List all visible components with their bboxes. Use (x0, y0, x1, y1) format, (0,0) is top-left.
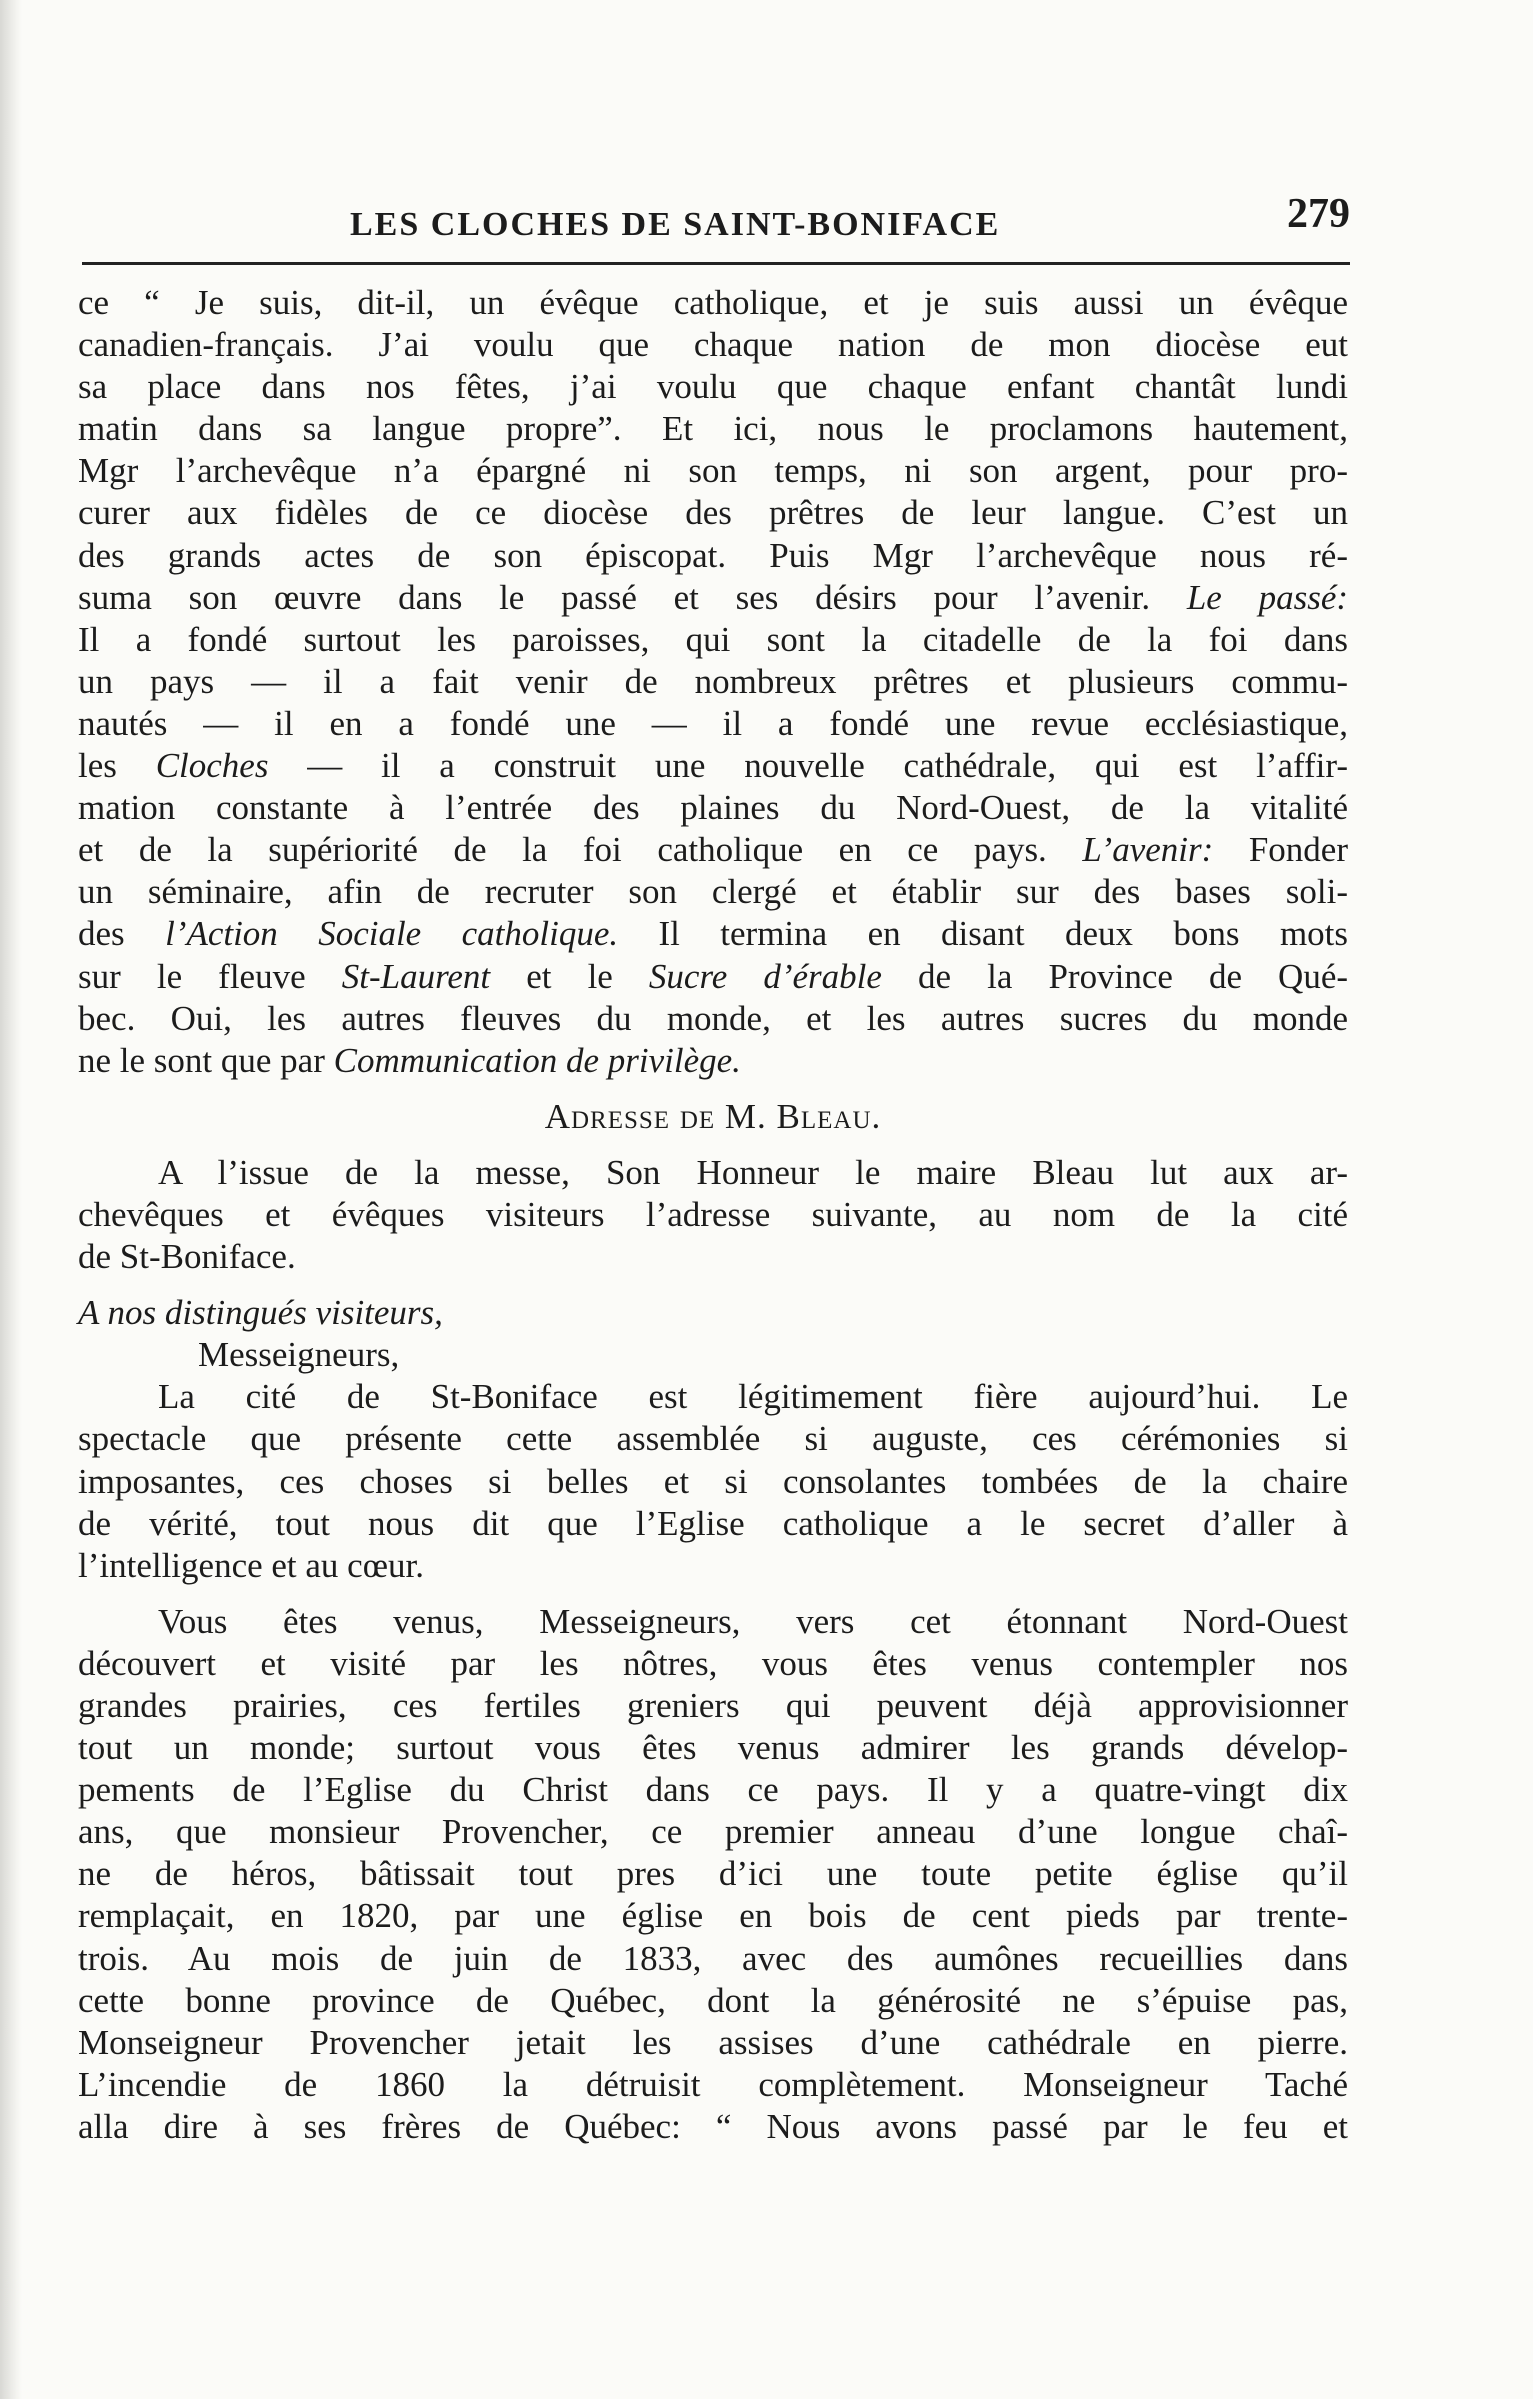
text-run: suma son œuvre dans le passé et ses désirs pour l’avenir. (78, 577, 1151, 617)
italic-run: St-Laurent (341, 956, 491, 996)
italic-run: L’avenir: (1082, 830, 1214, 870)
text-line: de St-Boniface. (78, 1237, 296, 1277)
text-run: ne le sont que par (78, 1040, 325, 1080)
text-line: cette bonne province de Québec, dont la générosité ne s’épuise pas, (78, 1980, 1348, 2020)
page-edge-shadow (0, 0, 22, 2399)
text-line (78, 829, 1348, 871)
text-line: un pays — il a fait venir de nombreux prêtres et plusieurs commu- (78, 661, 1348, 701)
text-run: et de la supériorité de la foi catholique en ce pays. (78, 830, 1047, 870)
text-line: découvert et visité par les nôtres, vous êtes venus contempler nos (78, 1643, 1348, 1683)
text-run: sur le fleuve (78, 956, 306, 996)
text-run: les (78, 746, 117, 786)
text-line: ne de héros, bâtissait tout pres d’ici une toute petite église qu’il (78, 1854, 1348, 1894)
text-line: Monseigneur Provencher jetait les assises d’une cathédrale en pierre. (78, 2022, 1348, 2062)
text-line: Mgr l’archevêque n’a épargné ni son temps, ni son argent, pour pro- (78, 451, 1348, 491)
text-line (78, 956, 1348, 998)
spacer (78, 1138, 1348, 1152)
text-line (78, 1040, 1348, 1082)
address-heading: A nos distingués visiteurs, (78, 1293, 443, 1333)
text-line: Il a fondé surtout les paroisses, qui sont la citadelle de la foi dans (78, 619, 1348, 659)
text-line: tout un monde; surtout vous êtes venus admirer les grands dévelop- (78, 1728, 1348, 1768)
text-run: de la Province de Qué- (918, 956, 1349, 996)
text-line: l’intelligence et au cœur. (78, 1545, 424, 1585)
spacer (78, 1082, 1348, 1096)
text-line (78, 745, 1348, 787)
running-head (80, 190, 1350, 250)
text-line: ans, que monsieur Provencher, ce premier anneau d’une longue chaî- (78, 1812, 1348, 1852)
text-line: mation constante à l’entrée des plaines du Nord-Ouest, de la vitalité (78, 788, 1348, 828)
body-text (78, 282, 1348, 2148)
text-line: canadien-français. J’ai voulu que chaque nation de mon diocèse eut (78, 325, 1348, 365)
text-line: imposantes, ces choses si belles et si consolantes tombées de la chaire (78, 1461, 1348, 1501)
text-line: L’incendie de 1860 la détruisit complètement. Monseigneur Taché (78, 2064, 1348, 2104)
italic-run: Communication de privilège. (333, 1040, 741, 1080)
text-run: Il termina en disant deux bons mots (658, 914, 1349, 954)
text-line: ce “ Je suis, dit-il, un évêque catholique, et je suis aussi un évêque (78, 283, 1348, 322)
text-line (78, 577, 1348, 619)
text-line: matin dans sa langue propre”. Et ici, nous le proclamons hautement, (78, 409, 1348, 449)
italic-run: Le passé: (1186, 577, 1349, 617)
text-line: nautés — il en a fondé une — il a fondé une revue ecclésiastique, (78, 703, 1348, 743)
text-line: sa place dans nos fêtes, j’ai voulu que chaque enfant chantât lundi (78, 367, 1348, 407)
italic-run: Sucre d’érable (648, 956, 882, 996)
text-line: Vous êtes venus, Messeigneurs, vers cet étonnant Nord-Ouest (158, 1601, 1348, 1641)
text-line: grandes prairies, ces fertiles greniers qui peuvent déjà approvisionner (78, 1686, 1348, 1725)
text-line: A l’issue de la messe, Son Honneur le maire Bleau lut aux ar- (158, 1152, 1348, 1192)
text-line: des grands actes de son épiscopat. Puis Mgr l’archevêque nous ré- (78, 535, 1348, 575)
italic-run: Cloches (155, 746, 269, 786)
text-run: des (78, 914, 125, 954)
text-run: — il a construit une nouvelle cathédrale, qui est l’affir- (307, 746, 1348, 786)
text-line: spectacle que présente cette assemblée si auguste, ces cérémonies si (78, 1419, 1348, 1459)
header-rule (82, 262, 1350, 265)
text-line: pements de l’Eglise du Christ dans ce pays. Il y a quatre-vingt dix (78, 1770, 1348, 1810)
text-line: remplaçait, en 1820, par une église en bois de cent pieds par trente- (78, 1896, 1348, 1936)
text-line (78, 913, 1348, 955)
text-line: de vérité, tout nous dit que l’Eglise catholique a le secret d’aller à (78, 1503, 1348, 1543)
italic-run: l’Action Sociale catholique. (165, 914, 619, 954)
page-number: 279 (1287, 191, 1350, 237)
text-line: un séminaire, afin de recruter son clergé et établir sur des bases soli- (78, 872, 1348, 912)
text-line: alla dire à ses frères de Québec: “ Nous avons passé par le feu et (78, 2106, 1348, 2146)
spacer (78, 1587, 1348, 1601)
spacer (78, 1278, 1348, 1292)
text-line: trois. Au mois de juin de 1833, avec des aumônes recueillies dans (78, 1938, 1348, 1978)
section-heading: Adresse de M. Bleau. (544, 1096, 882, 1136)
salutation: Messeigneurs, (198, 1335, 400, 1375)
text-run: et le (526, 956, 613, 996)
running-title: LES CLOCHES DE SAINT-BONIFACE (350, 206, 1001, 243)
text-run: Fonder (1248, 830, 1348, 870)
text-line: curer aux fidèles de ce diocèse des prêtres de leur langue. C’est un (78, 493, 1348, 533)
text-line: chevêques et évêques visiteurs l’adresse suivante, au nom de la cité (78, 1194, 1348, 1234)
text-line: bec. Oui, les autres fleuves du monde, et les autres sucres du monde (78, 998, 1348, 1038)
text-line: La cité de St-Boniface est légitimement fière aujourd’hui. Le (158, 1377, 1348, 1417)
